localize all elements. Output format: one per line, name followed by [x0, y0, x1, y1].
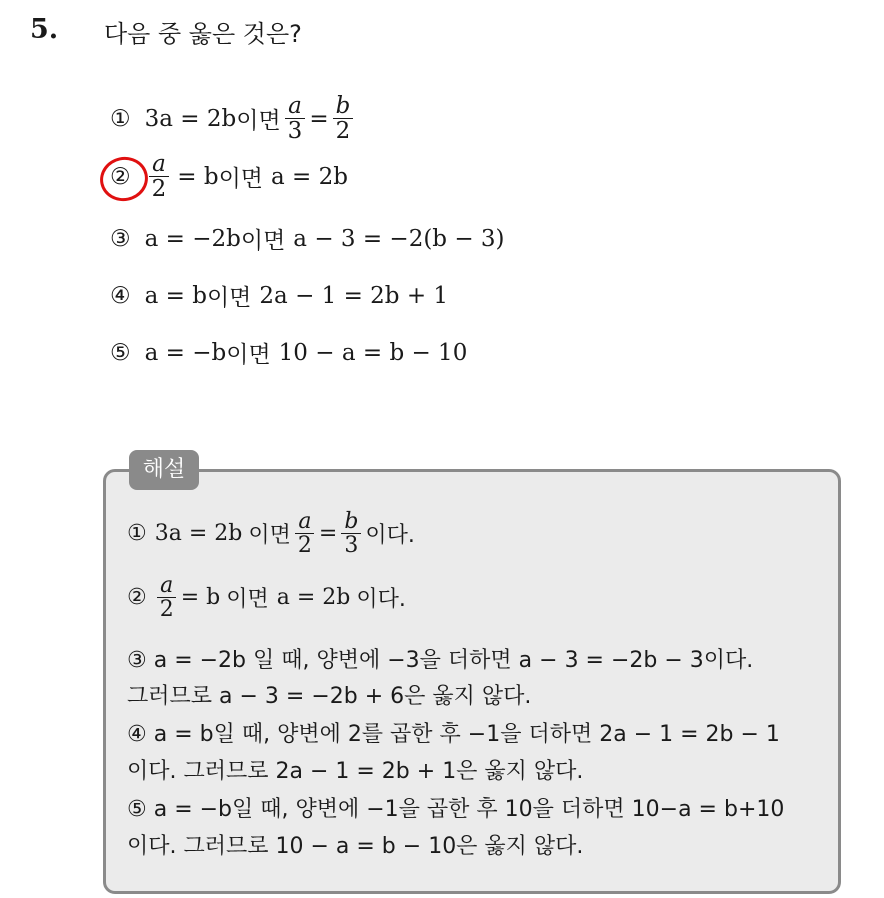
fraction — [333, 94, 354, 143]
solution-line-3: ③ a = −2b 일 때, 양변에 −3을 더하면 a − 3 = −2b − 3이다. — [127, 648, 754, 673]
solution-expr: a = 2b — [276, 585, 351, 611]
choice-lhs: 3a = 2b — [144, 105, 237, 132]
choice-expr: a = 2b — [271, 163, 348, 190]
choice-lhs: a = −b — [144, 339, 227, 366]
fraction-denominator: 3 — [344, 533, 359, 559]
solution-line-1 — [127, 510, 415, 557]
question-number: 5. — [30, 14, 59, 45]
fraction — [157, 574, 177, 621]
equals-sign: = — [318, 521, 338, 547]
question-prompt: 다음 중 옳은 것은? — [104, 20, 302, 48]
choice-cond: 이면 — [206, 285, 252, 311]
solution-line-7: ⑤ a = −b일 때, 양변에 −1을 곱한 후 10을 더하면 10−a = b+10 — [127, 797, 785, 822]
fraction — [149, 152, 170, 201]
choice-mark: ① — [110, 105, 131, 132]
solution-cond: 이면 — [226, 587, 269, 613]
choice-5[interactable] — [110, 336, 467, 369]
fraction-denominator: 2 — [335, 118, 351, 145]
solution-tail: 이다. — [356, 587, 406, 613]
choice-mark: ⑤ — [110, 339, 131, 366]
solution-line-8: 이다. 그러므로 10 − a = b − 10은 옳지 않다. — [127, 834, 584, 859]
fraction-denominator: 2 — [159, 597, 174, 623]
choice-lhs: a = −2b — [144, 225, 241, 252]
choice-expr: = b — [177, 163, 219, 190]
solution-expr: 3a = 2b — [154, 521, 243, 547]
choice-3[interactable] — [110, 222, 505, 255]
fraction — [341, 510, 361, 557]
fraction — [285, 94, 306, 143]
fraction-numerator: b — [341, 510, 361, 534]
choice-1[interactable] — [110, 94, 357, 143]
choice-cond: 이면 — [218, 166, 264, 193]
choice-mark: ② — [110, 164, 131, 190]
choice-cond: 이면 — [236, 108, 281, 135]
solution-line-4: 그러므로 a − 3 = −2b + 6은 옳지 않다. — [127, 684, 532, 709]
solution-line-2 — [127, 574, 406, 621]
fraction-numerator: a — [285, 94, 305, 119]
fraction-denominator: 2 — [151, 176, 167, 203]
solution-tag: 해설 — [129, 450, 199, 490]
fraction-numerator: a — [157, 574, 176, 598]
equals-sign: = — [309, 105, 329, 132]
fraction-numerator: b — [333, 94, 354, 119]
solution-line-6: 이다. 그러므로 2a − 1 = 2b + 1은 옳지 않다. — [127, 759, 584, 784]
solution-mark: ① — [127, 521, 147, 547]
solution-line-5: ④ a = b일 때, 양변에 2를 곱한 후 −1을 더하면 2a − 1 = 2b − 1 — [127, 722, 780, 747]
choice-cond: 이면 — [226, 342, 271, 368]
solution-cond: 이면 — [248, 523, 291, 549]
fraction-numerator: a — [149, 152, 169, 177]
fraction-numerator: a — [295, 510, 314, 534]
choice-lhs: a = b — [144, 282, 207, 309]
solution-mark: ② — [127, 585, 147, 611]
choice-2[interactable] — [110, 152, 348, 201]
choice-cond: 이면 — [240, 228, 286, 254]
fraction — [295, 510, 315, 557]
choice-rhs: 2a − 1 = 2b + 1 — [259, 282, 449, 309]
choice-mark: ④ — [110, 282, 131, 309]
choice-4[interactable] — [110, 279, 448, 312]
solution-tail: 이다. — [365, 523, 415, 549]
answer-circle-mark — [96, 152, 152, 205]
choice-mark: ③ — [110, 225, 131, 252]
fraction-denominator: 3 — [287, 118, 303, 145]
choice-rhs: a − 3 = −2(b − 3) — [293, 225, 505, 252]
solution-expr: = b — [180, 585, 221, 611]
choice-rhs: 10 − a = b − 10 — [278, 339, 468, 366]
fraction-denominator: 2 — [297, 533, 312, 559]
